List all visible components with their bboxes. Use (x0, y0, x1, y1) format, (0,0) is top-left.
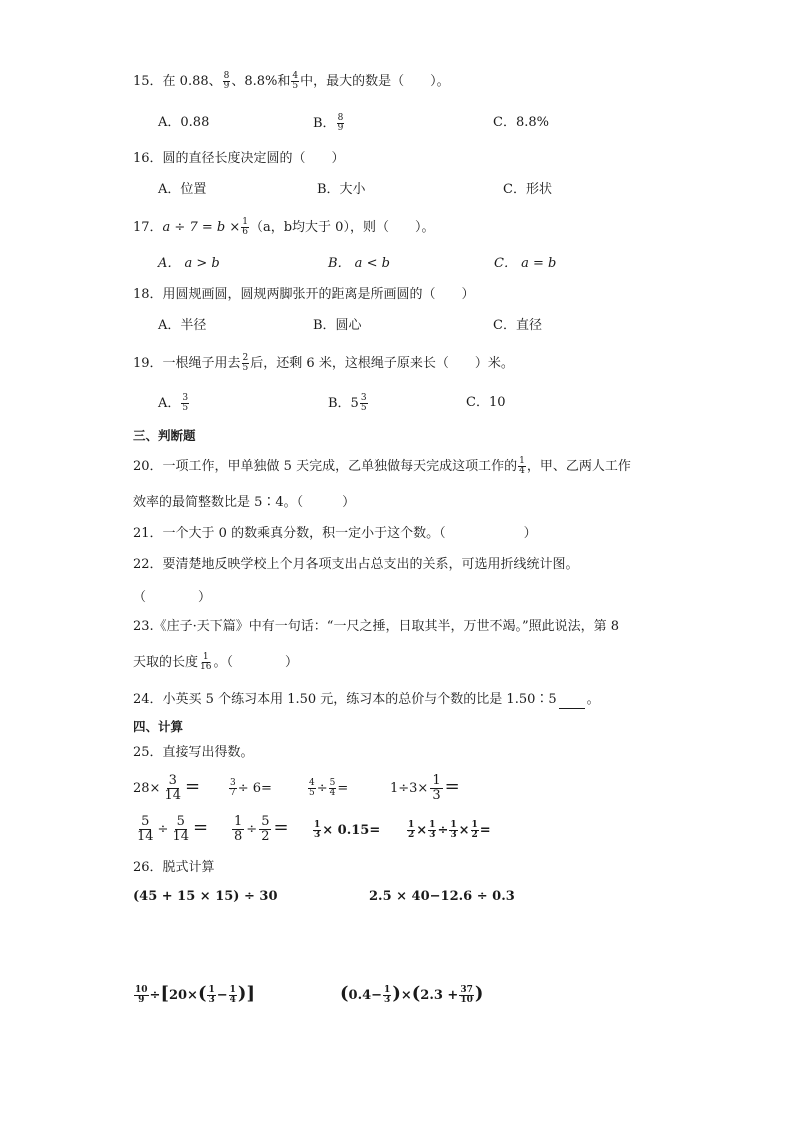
q17-option-c: C． a = b (494, 256, 557, 271)
q15-option-b: B． $\frac{8}{9}$ (313, 113, 344, 133)
question-17-stem: 17．a ÷ 7 = b × $\frac{1}{6}$ （a，b均大于 0），则（ ）。 (133, 217, 435, 237)
question-18-stem: 18．用圆规画圆，圆规两脚张开的距离是所画圆的（ ） (133, 287, 475, 302)
q25-item-3: $\frac{4}{5}$ ÷ $\frac{5}{4}$ = (309, 778, 349, 798)
fraction: $\frac{8}{9}$ (223, 71, 230, 91)
question-20-line1: 20．一项工作，甲单独做 5 天完成，乙单独做每天完成这项工作的 $\frac{1}{4}$ ，甲、乙两人工作 (133, 456, 631, 476)
q26-expression-1: (45 + 15 × 15) ÷ 30 (133, 889, 278, 904)
question-23-line2: 天取的长度 $\frac{1}{16}$ 。（ ） (133, 652, 298, 672)
q25-item-5: $\frac{5}{14}$ ÷ $\frac{5}{14}$ = (137, 814, 209, 844)
question-22-line1: 22．要清楚地反映学校上个月各项支出占总支出的关系，可选用折线统计图。 (133, 557, 579, 572)
question-25-stem: 25．直接写出得数。 (133, 745, 254, 760)
q17-option-a: A． a > b (158, 256, 220, 271)
q17-option-b: B． a < b (328, 256, 390, 271)
question-22-line2: （ ） (133, 590, 212, 605)
q19-option-b: B．5 $\frac{3}{5}$ (328, 393, 367, 413)
q26-expression-3: $\frac{10}{9}$ ÷[20×( $\frac{1}{3}$ − $\frac{1}{4}$ )] (135, 983, 255, 1005)
q25-item-4: 1÷3× $\frac{1}{3}$ = (390, 773, 460, 803)
question-15-stem: 15．在 0.88、 $\frac{8}{9}$ 、8.8%和 $\frac{4}{5}$ 中，最大的数是（ ）。 (133, 71, 450, 91)
q16-option-b: B．大小 (317, 182, 366, 197)
q19-option-a: A． $\frac{3}{5}$ (158, 393, 189, 413)
q25-item-1: 28× $\frac{3}{14}$ = (133, 773, 201, 803)
q16-option-a: A．位置 (158, 182, 207, 197)
question-24: 24．小英买 5 个练习本用 1.50 元，练习本的总价与个数的比是 1.50∶5 。 (133, 692, 600, 707)
q26-expression-2: 2.5 × 40−12.6 ÷ 0.3 (369, 889, 515, 904)
question-23-line1: 23.《庄子·天下篇》中有一句话：“一尺之捶，日取其半，万世不竭。”照此说法，第 8 (133, 619, 620, 634)
q25-item-6: $\frac{1}{8}$ ÷ $\frac{5}{2}$ = (234, 814, 289, 844)
question-20-line2: 效率的最简整数比是 5∶4。（ ） (133, 495, 356, 510)
question-21: 21．一个大于 0 的数乘真分数，积一定小于这个数。（ ） (133, 526, 537, 541)
q25-item-7: $\frac{1}{3}$ × 0.15= (314, 820, 381, 840)
question-26-stem: 26．脱式计算 (133, 860, 215, 875)
section-heading-judgement: 三、判断题 (133, 428, 196, 443)
q15-option-a: A．0.88 (158, 115, 210, 130)
q26-expression-4: (0.4− $\frac{1}{3}$ )×(2.3 + $\frac{37}{10}$ ) (340, 983, 484, 1005)
question-19-stem: 19．一根绳子用去 $\frac{2}{5}$ 后，还剩 6 米，这根绳子原来长（ ）米。 (133, 353, 514, 373)
q18-option-b: B．圆心 (313, 318, 362, 333)
section-heading-calculation: 四、计算 (133, 719, 184, 734)
question-16-stem: 16．圆的直径长度决定圆的（ ） (133, 151, 345, 166)
q16-option-c: C．形状 (503, 182, 552, 197)
q18-option-a: A．半径 (158, 318, 207, 333)
q15-option-c: C．8.8% (493, 115, 549, 130)
q19-option-c: C．10 (466, 395, 506, 410)
q18-option-c: C．直径 (493, 318, 542, 333)
q25-item-2: $\frac{3}{7}$ ÷ 6= (230, 778, 272, 798)
fraction: $\frac{4}{5}$ (292, 71, 299, 91)
answer-blank (559, 696, 585, 709)
q25-item-8: $\frac{1}{2}$ × $\frac{1}{3}$ ÷ $\frac{1}{3}$ × $\frac{1}{2}$ = (408, 820, 491, 840)
